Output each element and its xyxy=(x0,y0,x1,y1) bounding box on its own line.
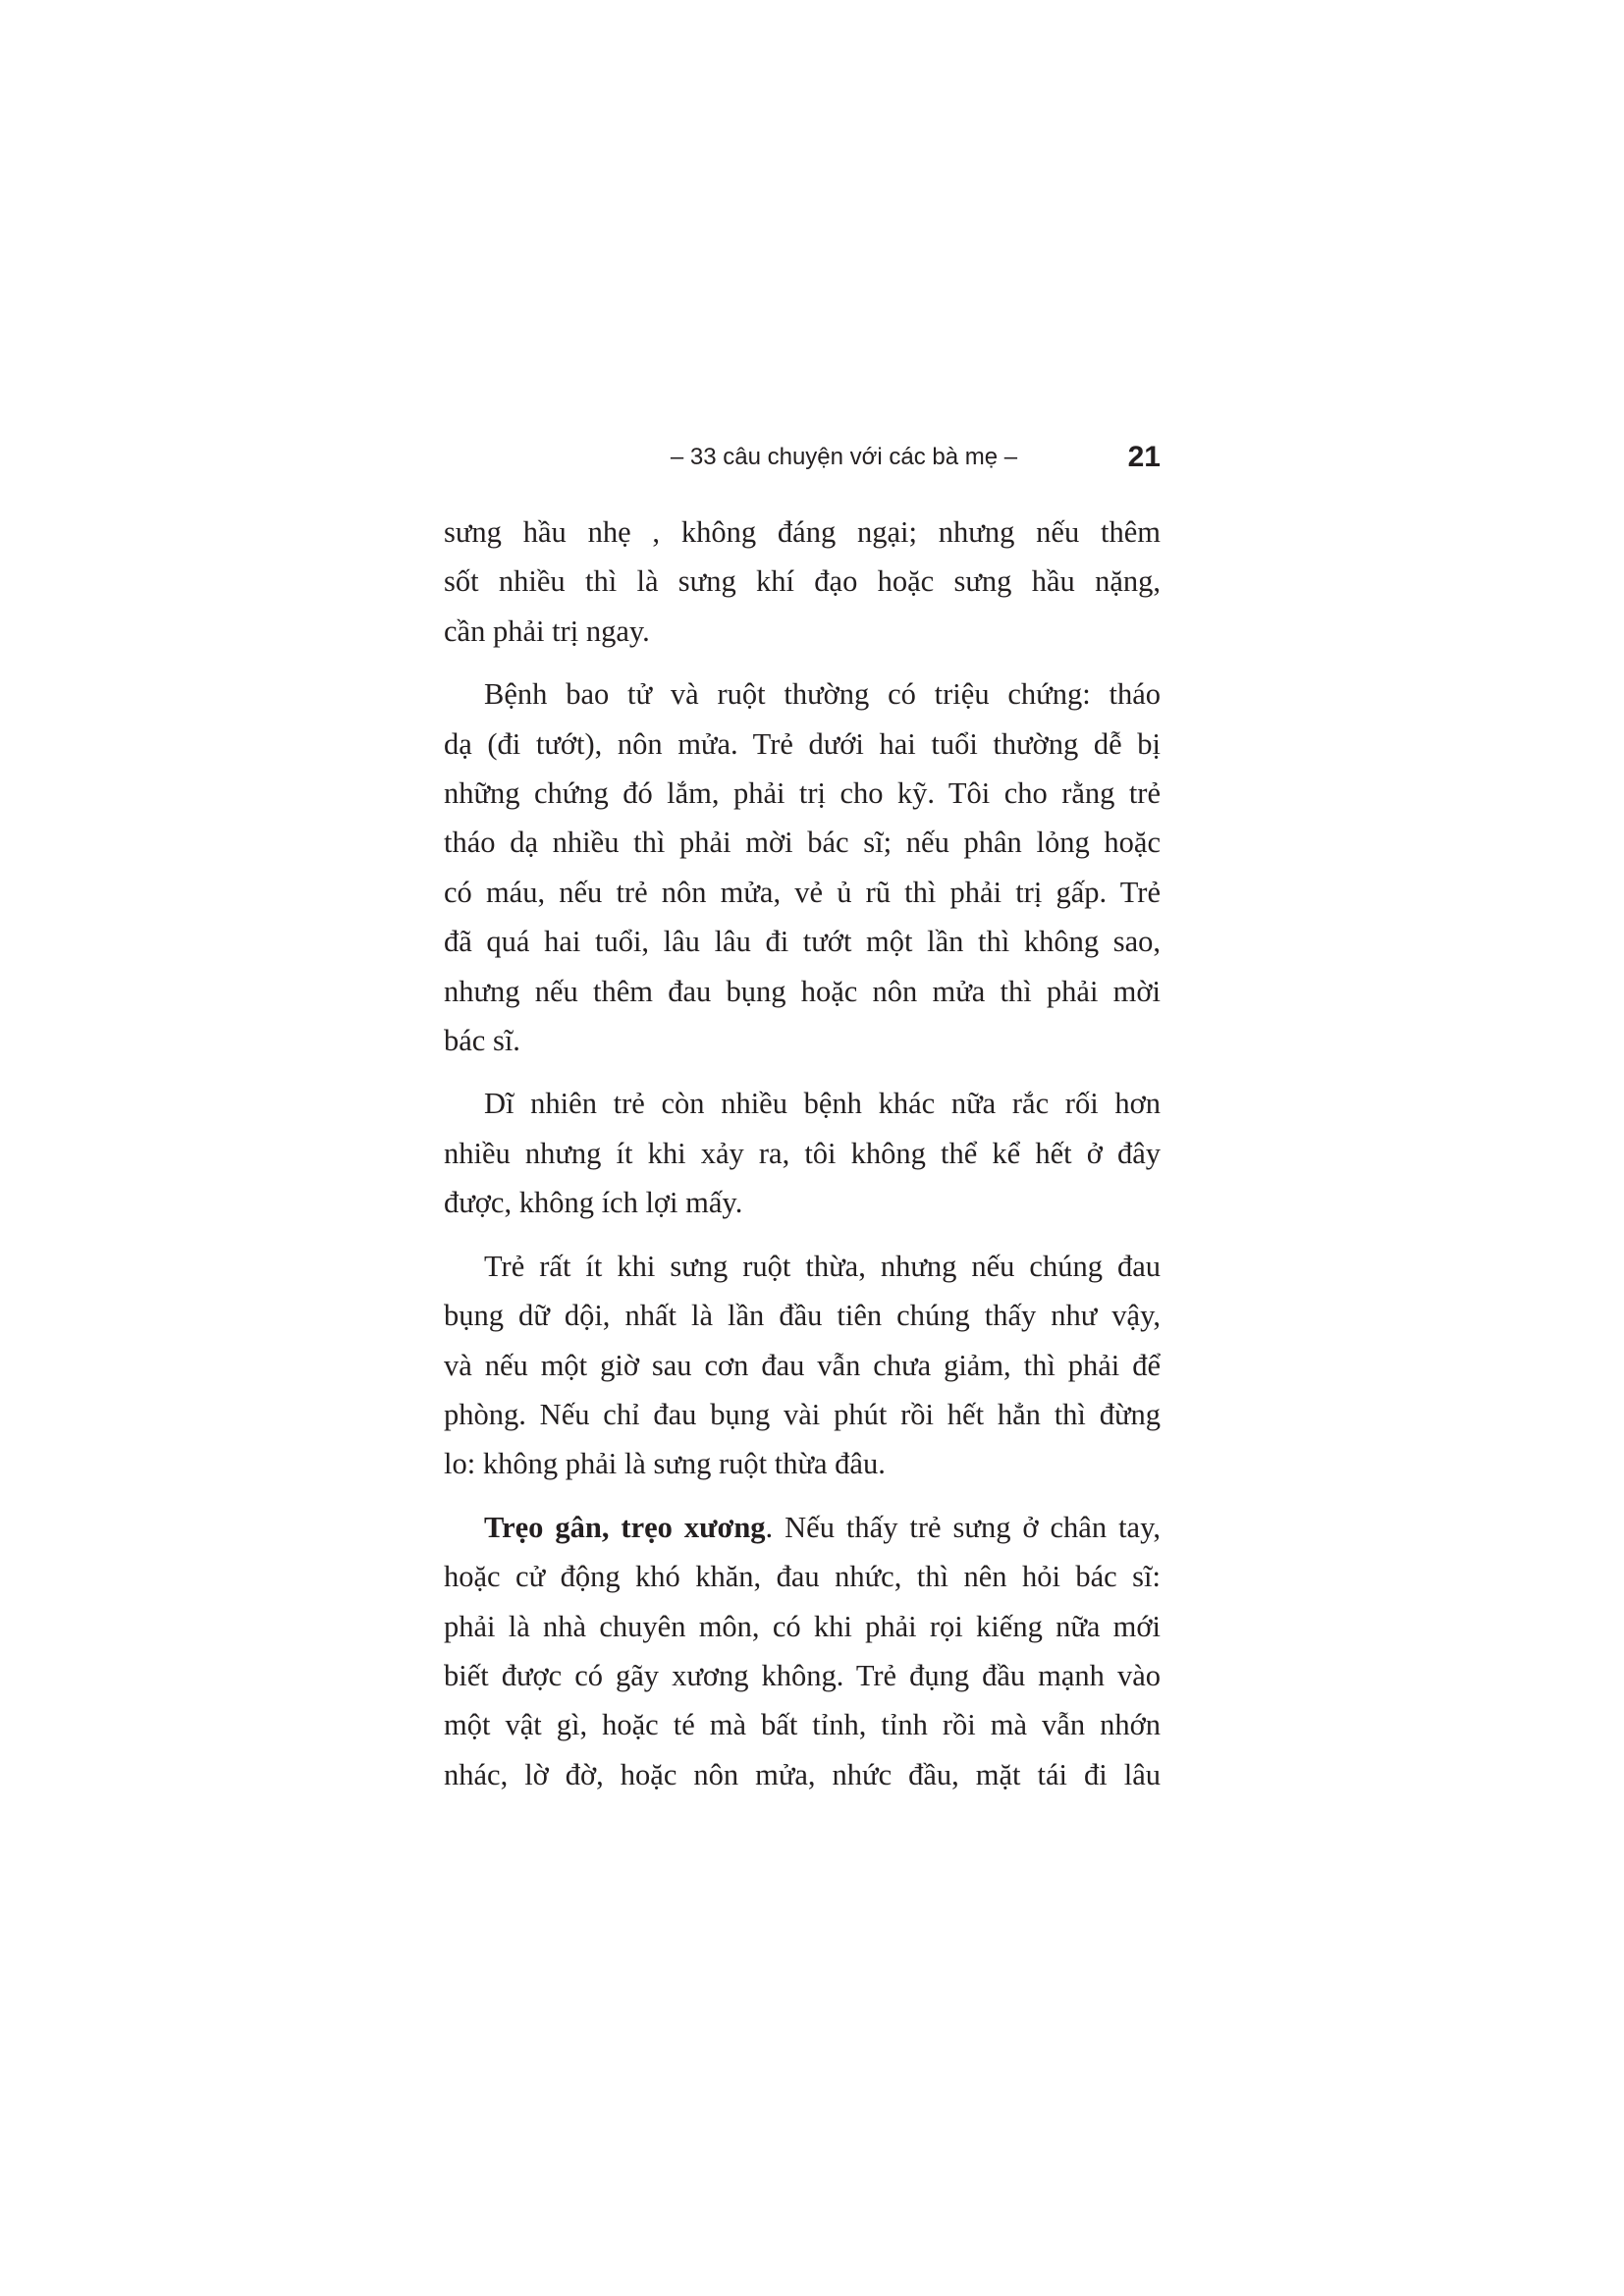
paragraph xyxy=(444,1079,1161,1227)
text-line: đã quá hai tuổi, lâu lâu đi tướt một lần thì không sao, xyxy=(444,925,1161,959)
text-line: được, không ích lợi mấy. xyxy=(444,1186,743,1220)
body-text xyxy=(444,507,1161,1813)
page-number: 21 xyxy=(1127,441,1161,473)
paragraph xyxy=(444,507,1161,656)
text-line: lo: không phải là sưng ruột thừa đâu. xyxy=(444,1447,886,1481)
paragraph xyxy=(444,669,1161,1065)
text-line: bụng dữ dội, nhất là lần đầu tiên chúng thấy như vậy, xyxy=(444,1299,1161,1333)
text-line: sưng hầu nhẹ , không đáng ngại; nhưng nếu thêm xyxy=(444,515,1161,549)
text-run: . Nếu thấy trẻ sưng ở chân tay, xyxy=(765,1510,1161,1544)
text-line: nhưng nếu thêm đau bụng hoặc nôn mửa thì phải mời xyxy=(444,974,1161,1008)
paragraph xyxy=(444,1242,1161,1489)
text-line: tháo dạ nhiều thì phải mời bác sĩ; nếu phân lỏng hoặc xyxy=(444,826,1161,860)
text-line: nhác, lờ đờ, hoặc nôn mửa, nhức đầu, mặt tái đi lâu xyxy=(444,1757,1161,1791)
text-line: biết được có gãy xương không. Trẻ đụng đầu mạnh vào xyxy=(444,1658,1161,1692)
running-header xyxy=(444,436,1161,479)
text-line: hoặc cử động khó khăn, đau nhức, thì nên hỏi bác sĩ: xyxy=(444,1560,1161,1594)
text-line: phải là nhà chuyên môn, có khi phải rọi kiếng nữa mới xyxy=(444,1609,1161,1643)
text-line: bác sĩ. xyxy=(444,1024,520,1058)
text-line: một vật gì, hoặc té mà bất tỉnh, tỉnh rồi mà vẫn nhớn xyxy=(444,1708,1161,1742)
text-line: Dĩ nhiên trẻ còn nhiều bệnh khác nữa rắc rối hơn xyxy=(484,1087,1161,1121)
text-line: dạ (đi tướt), nôn mửa. Trẻ dưới hai tuổi thường dễ bị xyxy=(444,726,1161,761)
text-line: những chứng đó lắm, phải trị cho kỹ. Tôi cho rằng trẻ xyxy=(444,776,1161,811)
section-run-in-heading: Trẹo gân, trẹo xương xyxy=(484,1510,766,1544)
paragraph xyxy=(444,1503,1161,1799)
text-line: sốt nhiều thì là sưng khí đạo hoặc sưng hầu nặng, xyxy=(444,564,1161,599)
text-line: có máu, nếu trẻ nôn mửa, vẻ ủ rũ thì phải trị gấp. Trẻ xyxy=(444,875,1161,909)
text-line: nhiều nhưng ít khi xảy ra, tôi không thể kể hết ở đây xyxy=(444,1136,1161,1170)
text-line xyxy=(444,1503,1161,1552)
text-line: phòng. Nếu chỉ đau bụng vài phút rồi hết hẳn thì đừng xyxy=(444,1397,1161,1431)
running-title: – 33 câu chuyện với các bà mẹ – xyxy=(670,444,1018,470)
text-line: cần phải trị ngay. xyxy=(444,614,650,648)
text-line: Trẻ rất ít khi sưng ruột thừa, nhưng nếu chúng đau xyxy=(484,1249,1161,1283)
text-line: và nếu một giờ sau cơn đau vẫn chưa giảm, thì phải để xyxy=(444,1348,1161,1382)
text-line: Bệnh bao tử và ruột thường có triệu chứng: tháo xyxy=(484,677,1161,712)
